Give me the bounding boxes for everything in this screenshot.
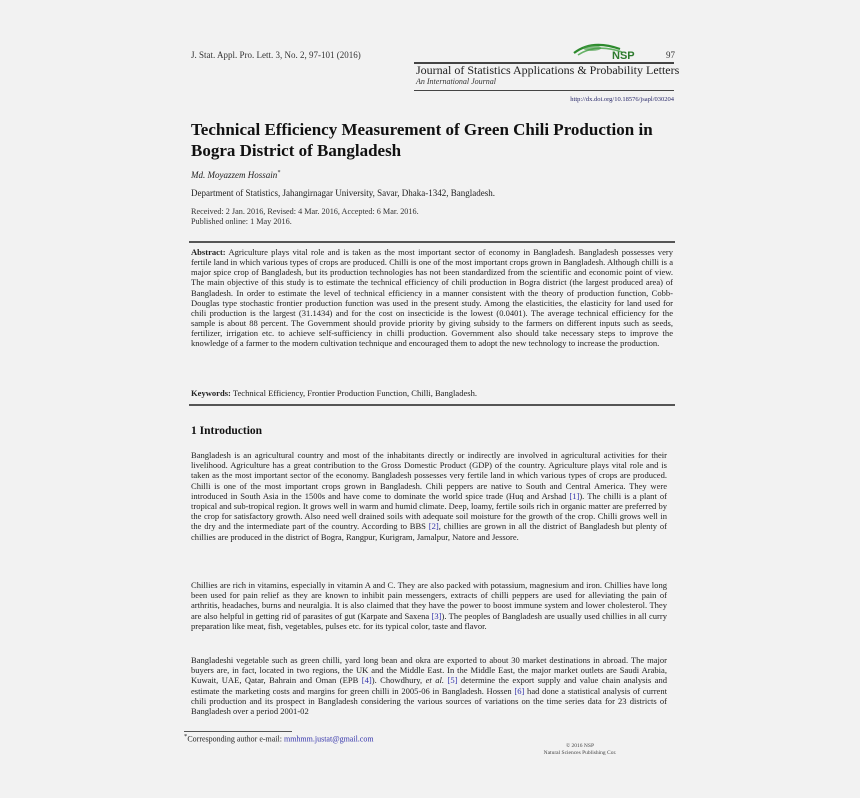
paragraph-text: Chillies are rich in vitamins, especially in vitamin A and C. They are also packed with potassium, magnesium and iron. Chillies have long been used for pain relief as they are known to inhibit pain messengers, extracts of chilli peppers are used for alleviating the pain of arthritis, headaches, burns and neuralgia. It is also claimed that they have the power to boost immune system and lower cholesterol. They are also helpful in getting rid of parasites of gut (Karpate and Saxena bbox=[191, 580, 667, 621]
footnote-rule bbox=[184, 731, 292, 732]
citation-link[interactable]: [6] bbox=[514, 685, 525, 696]
author-line bbox=[191, 170, 280, 180]
paper-title: Technical Efficiency Measurement of Green Chili Production in Bogra District of Bangladesh bbox=[191, 120, 653, 160]
publisher-line: Natural Sciences Publishing Cor. bbox=[543, 750, 617, 756]
abstract-text: Agriculture plays vital role and is taken as the most important sector of economy in Bangladesh. Bangladesh possesses very fertile land in which various types of crops are produced. Chilli is one of the most important crops grown in Bangladesh. Although chilli is a major spice crop of Bangladesh, but its production technologies has not been standardized from the scientific and economic point of view. The main objective of this study is to estimate the technical efficiency of chili production in Bogra district (the largest produced area) of Bangladesh. In order to estimate the level of technical efficiency in a manner consistent with the theory of production function, Cobb-Douglas type stochastic frontier production function was used in the present study. Among the elasticities, the elasticity for land used for chili production is the largest (31.1434) and for the cost on insecticide is the lowest (0.0401). The average technical efficiency for the sample is about 88 percent. The Government should provide priority by giving subsidy to the farmers on different inputs such as seeds, fertilizer, irrigation etc. to achieve self-sufficiency in chilli production. Government also should take necessary steps to improve the knowledge of a farmer to the modern cultivation technique and encouraged them to adopt the new technology to increase the production. bbox=[191, 247, 673, 349]
citation-link[interactable]: [4] bbox=[361, 675, 372, 686]
footnote-label: Corresponding author e-mail: bbox=[187, 734, 284, 744]
paragraph-text: had done a statistical analysis of current chili production and its prospect in Bangladesh considering the various sources of variations on the time series data for 23 districts of Bangladesh over a period 2001-02 bbox=[191, 685, 668, 717]
author-name: Md. Moyazzem Hossain bbox=[191, 170, 278, 180]
paragraph-text: determine the export supply and value chain analysis and estimate the marketing costs and margins for green chilli in 2005-06 in Bangladesh. Hossen bbox=[191, 675, 668, 696]
received-dates: Received: 2 Jan. 2016, Revised: 4 Mar. 2016, Accepted: 6 Mar. 2016. bbox=[191, 207, 419, 216]
journal-rule bbox=[414, 90, 674, 91]
published-date: Published online: 1 May 2016. bbox=[191, 217, 292, 226]
section-heading: 1 Introduction bbox=[191, 425, 263, 437]
abstract bbox=[191, 247, 673, 349]
paragraph-3 bbox=[191, 655, 667, 716]
keywords-label: Keywords: bbox=[191, 388, 231, 398]
affiliation: Department of Statistics, Jahangirnagar University, Savar, Dhaka-1342, Bangladesh. bbox=[191, 188, 495, 198]
logo-text: NSP bbox=[612, 50, 635, 62]
publisher-logo bbox=[572, 40, 644, 62]
journal-block bbox=[416, 63, 680, 87]
dates-block bbox=[191, 207, 419, 227]
footnote bbox=[184, 733, 374, 744]
keywords-text: Technical Efficiency, Frontier Production Function, Chilli, Bangladesh. bbox=[232, 388, 477, 398]
et-al: et al. bbox=[425, 675, 444, 686]
author-mark: * bbox=[277, 170, 281, 176]
paragraph-text: ). Chowdhury, bbox=[371, 675, 426, 686]
paragraph-text: Bangladeshi vegetable such as green chilli, yard long bean and okra are exported to about 30 market destinations in abroad. The major buyers are, in fact, located in two regions, the UK and the Middle East. In the Middle East, the major market outlets are Saudi Arabia, Kuwait, UAE, Qatar, Bahrain and Oman (EPB bbox=[191, 655, 667, 686]
paragraph-text: Bangladesh is an agricultural country and most of the inhabitants directly or indirectly are involved in agricultural activities for their livelihood. Agriculture has a great contribution to the Gross Domestic Product (GDP) of the country. Agriculture plays vital role and is taken as the most important sector of the economy. Bangladesh possesses very fertile land in which various types of crops are produced. Chilli is one of the most important crops grown in Bangladesh. Chili peppers are native to South and Central America. They were introduced in South Asia in the 1500s and have come to dominate the world spice trade (Huq and Arshad bbox=[191, 450, 667, 501]
citation-link[interactable]: [2] bbox=[428, 521, 439, 532]
citation-link[interactable]: [1] bbox=[569, 490, 580, 501]
doi-link[interactable]: http://dx.doi.org/10.18576/jsapl/030204 bbox=[570, 96, 674, 103]
journal-citation: J. Stat. Appl. Pro. Lett. 3, No. 2, 97-101 (2016) bbox=[191, 50, 361, 60]
copyright-line: © 2016 NSP bbox=[565, 743, 595, 749]
paragraph-1 bbox=[191, 450, 667, 542]
journal-subtitle: An International Journal bbox=[416, 77, 496, 86]
keywords bbox=[191, 388, 673, 398]
paragraph-text: ). The peoples of Bangladesh are usually used chillies in all curry preparation like meat, fish, vegetables, pulses etc. for its typical color, taste and flavor. bbox=[191, 610, 667, 631]
citation-link[interactable]: [3] bbox=[431, 610, 442, 621]
abstract-label: Abstract: bbox=[191, 247, 226, 257]
author-email-link[interactable]: mmhmm.justat@gmail.com bbox=[283, 734, 374, 744]
paragraph-text: , chillies are grown in all the district of Bangladesh but plenty of chillies are produced in the district of Bogra, Rangpur, Kurigram, Jamalpur, Natore and Jessore. bbox=[191, 521, 667, 542]
abstract-bottom-rule bbox=[189, 404, 675, 406]
copyright-block bbox=[520, 743, 640, 757]
footnote-mark: * bbox=[184, 733, 188, 740]
nsp-logo-icon bbox=[572, 40, 644, 62]
paragraph-text: ). The chilli is a plant of tropical and sub-tropical region. It grows well in warm and humid climate. Deep, loamy, fertile soils rich in organic matter are preferred by the crop for satisfactory growth. Also need well drained soils with adequate soil moisture for the growth of the crop. Chilli grows well in the dry and the intermediate part of the country. According to BBS bbox=[191, 490, 667, 532]
journal-name: Journal of Statistics Applications & Probability Letters bbox=[416, 63, 680, 77]
citation-link[interactable]: [5] bbox=[447, 675, 458, 686]
page-number: 97 bbox=[666, 50, 675, 60]
abstract-top-rule bbox=[189, 241, 675, 243]
paragraph-2 bbox=[191, 580, 667, 631]
